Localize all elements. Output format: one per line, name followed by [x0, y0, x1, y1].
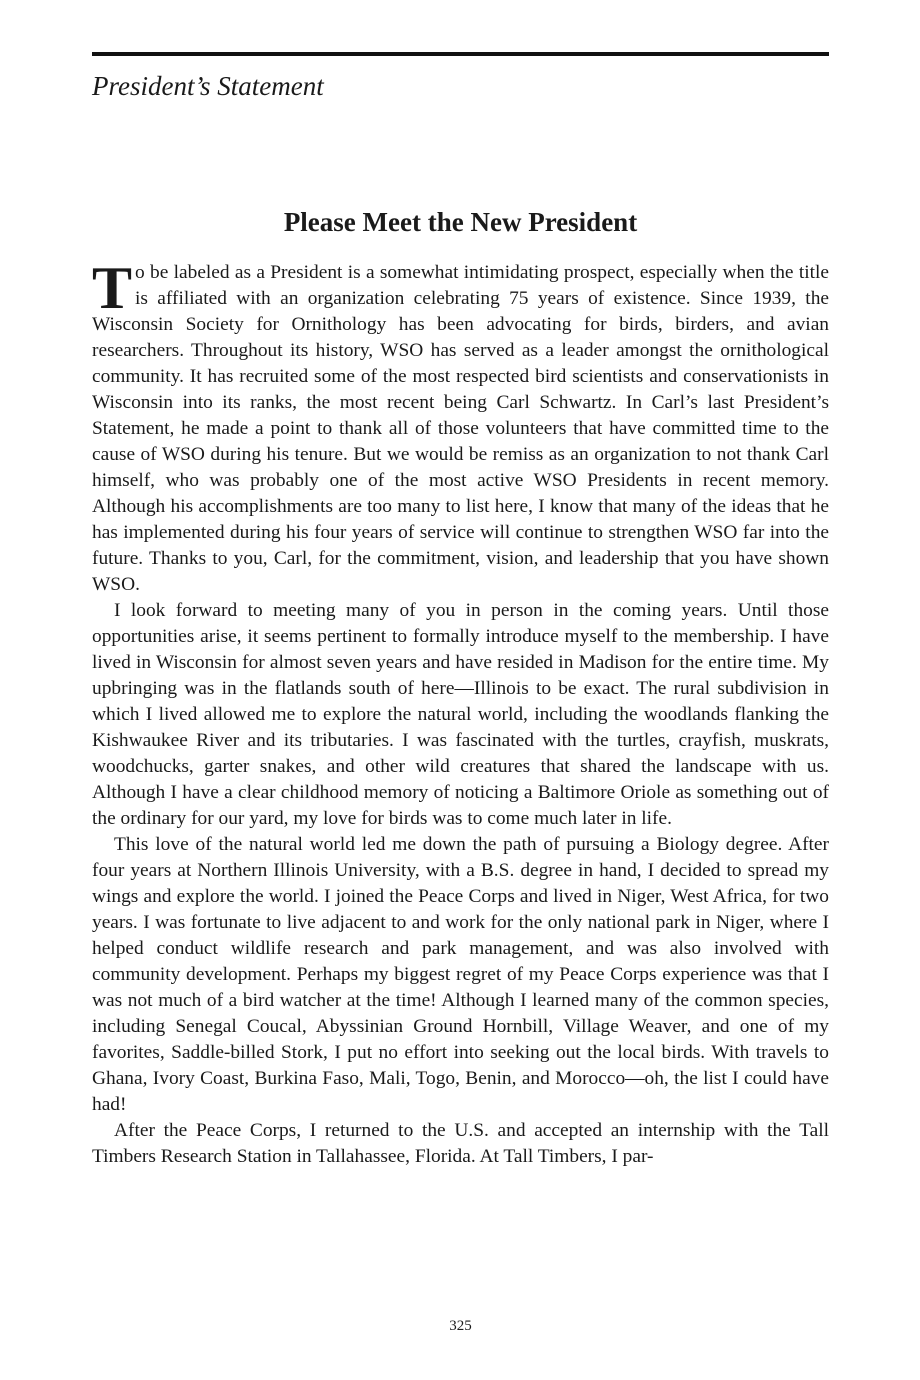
drop-cap: T: [92, 255, 133, 321]
article-title: Please Meet the New President: [283, 207, 638, 237]
paragraph-1-text: o be labeled as a President is a somewhat intimidating prospect, especially when the title is affiliated with an organization celebrating 75 years of existence. Since 1939, the Wisconsin Society for Ornithology has been advocating for birds, birders, and avian researchers. Throughout its history, WSO has served as a leader amongst the ornithological community. It has recruited some of the most respected bird scientists and conservationists in Wisconsin into its ranks, the most recent being Carl Schwartz. In Carl’s last President’s Statement, he made a point to thank all of those volunteers that have committed time to the cause of WSO during his tenure. But we would be remiss as an organization to not thank Carl himself, who was probably one of the most active WSO Presidents in recent memory. Although his accomplishments are too many to list here, I know that many of the ideas that he has implemented during his four years of service will continue to strengthen WSO far into the future. Thanks to you, Carl, for the commitment, vision, and leadership that you have shown WSO.: [92, 262, 829, 595]
section-label: President’s Statement: [92, 71, 324, 101]
header-rule: [92, 52, 829, 56]
page-number: 325: [449, 1318, 472, 1334]
paragraph-2: I look forward to meeting many of you in person in the coming years. Until those opportunities arise, it seems pertinent to formally introduce myself to the membership. I have lived in Wisconsin for almost seven years and have resided in Madison for the entire time. My upbringing was in the flatlands south of here—Illinois to be exact. The rural subdivision in which I lived allowed me to explore the natural world, including the woodlands flanking the Kishwaukee River and its tributaries. I was fascinated with the turtles, crayfish, muskrats, woodchucks, garter snakes, and other wild creatures that shared the landscape with us. Although I have a clear childhood memory of noticing a Baltimore Oriole as something out of the ordinary for our yard, my love for birds was to come much later in life.: [92, 600, 829, 829]
paragraph-1: [92, 255, 829, 598]
paragraph-4: After the Peace Corps, I returned to the U.S. and accepted an internship with the Tall Timbers Research Station in Tallahassee, Florida. At Tall Timbers, I par-: [92, 1120, 829, 1167]
article-body: [92, 255, 829, 1170]
paragraph-3: This love of the natural world led me down the path of pursuing a Biology degree. After four years at Northern Illinois University, with a B.S. degree in hand, I decided to spread my wings and explore the world. I joined the Peace Corps and lived in Niger, West Africa, for two years. I was fortunate to live adjacent to and work for the only national park in Niger, where I helped conduct wildlife research and park management, and was also involved with community development. Perhaps my biggest regret of my Peace Corps experience was that I was not much of a bird watcher at the time! Although I learned many of the common species, including Senegal Coucal, Abyssinian Ground Hornbill, Village Weaver, and one of my favorites, Saddle-billed Stork, I put no effort into seeking out the local birds. With travels to Ghana, Ivory Coast, Burkina Faso, Mali, Togo, Benin, and Morocco—oh, the list I could have had!: [92, 834, 829, 1115]
